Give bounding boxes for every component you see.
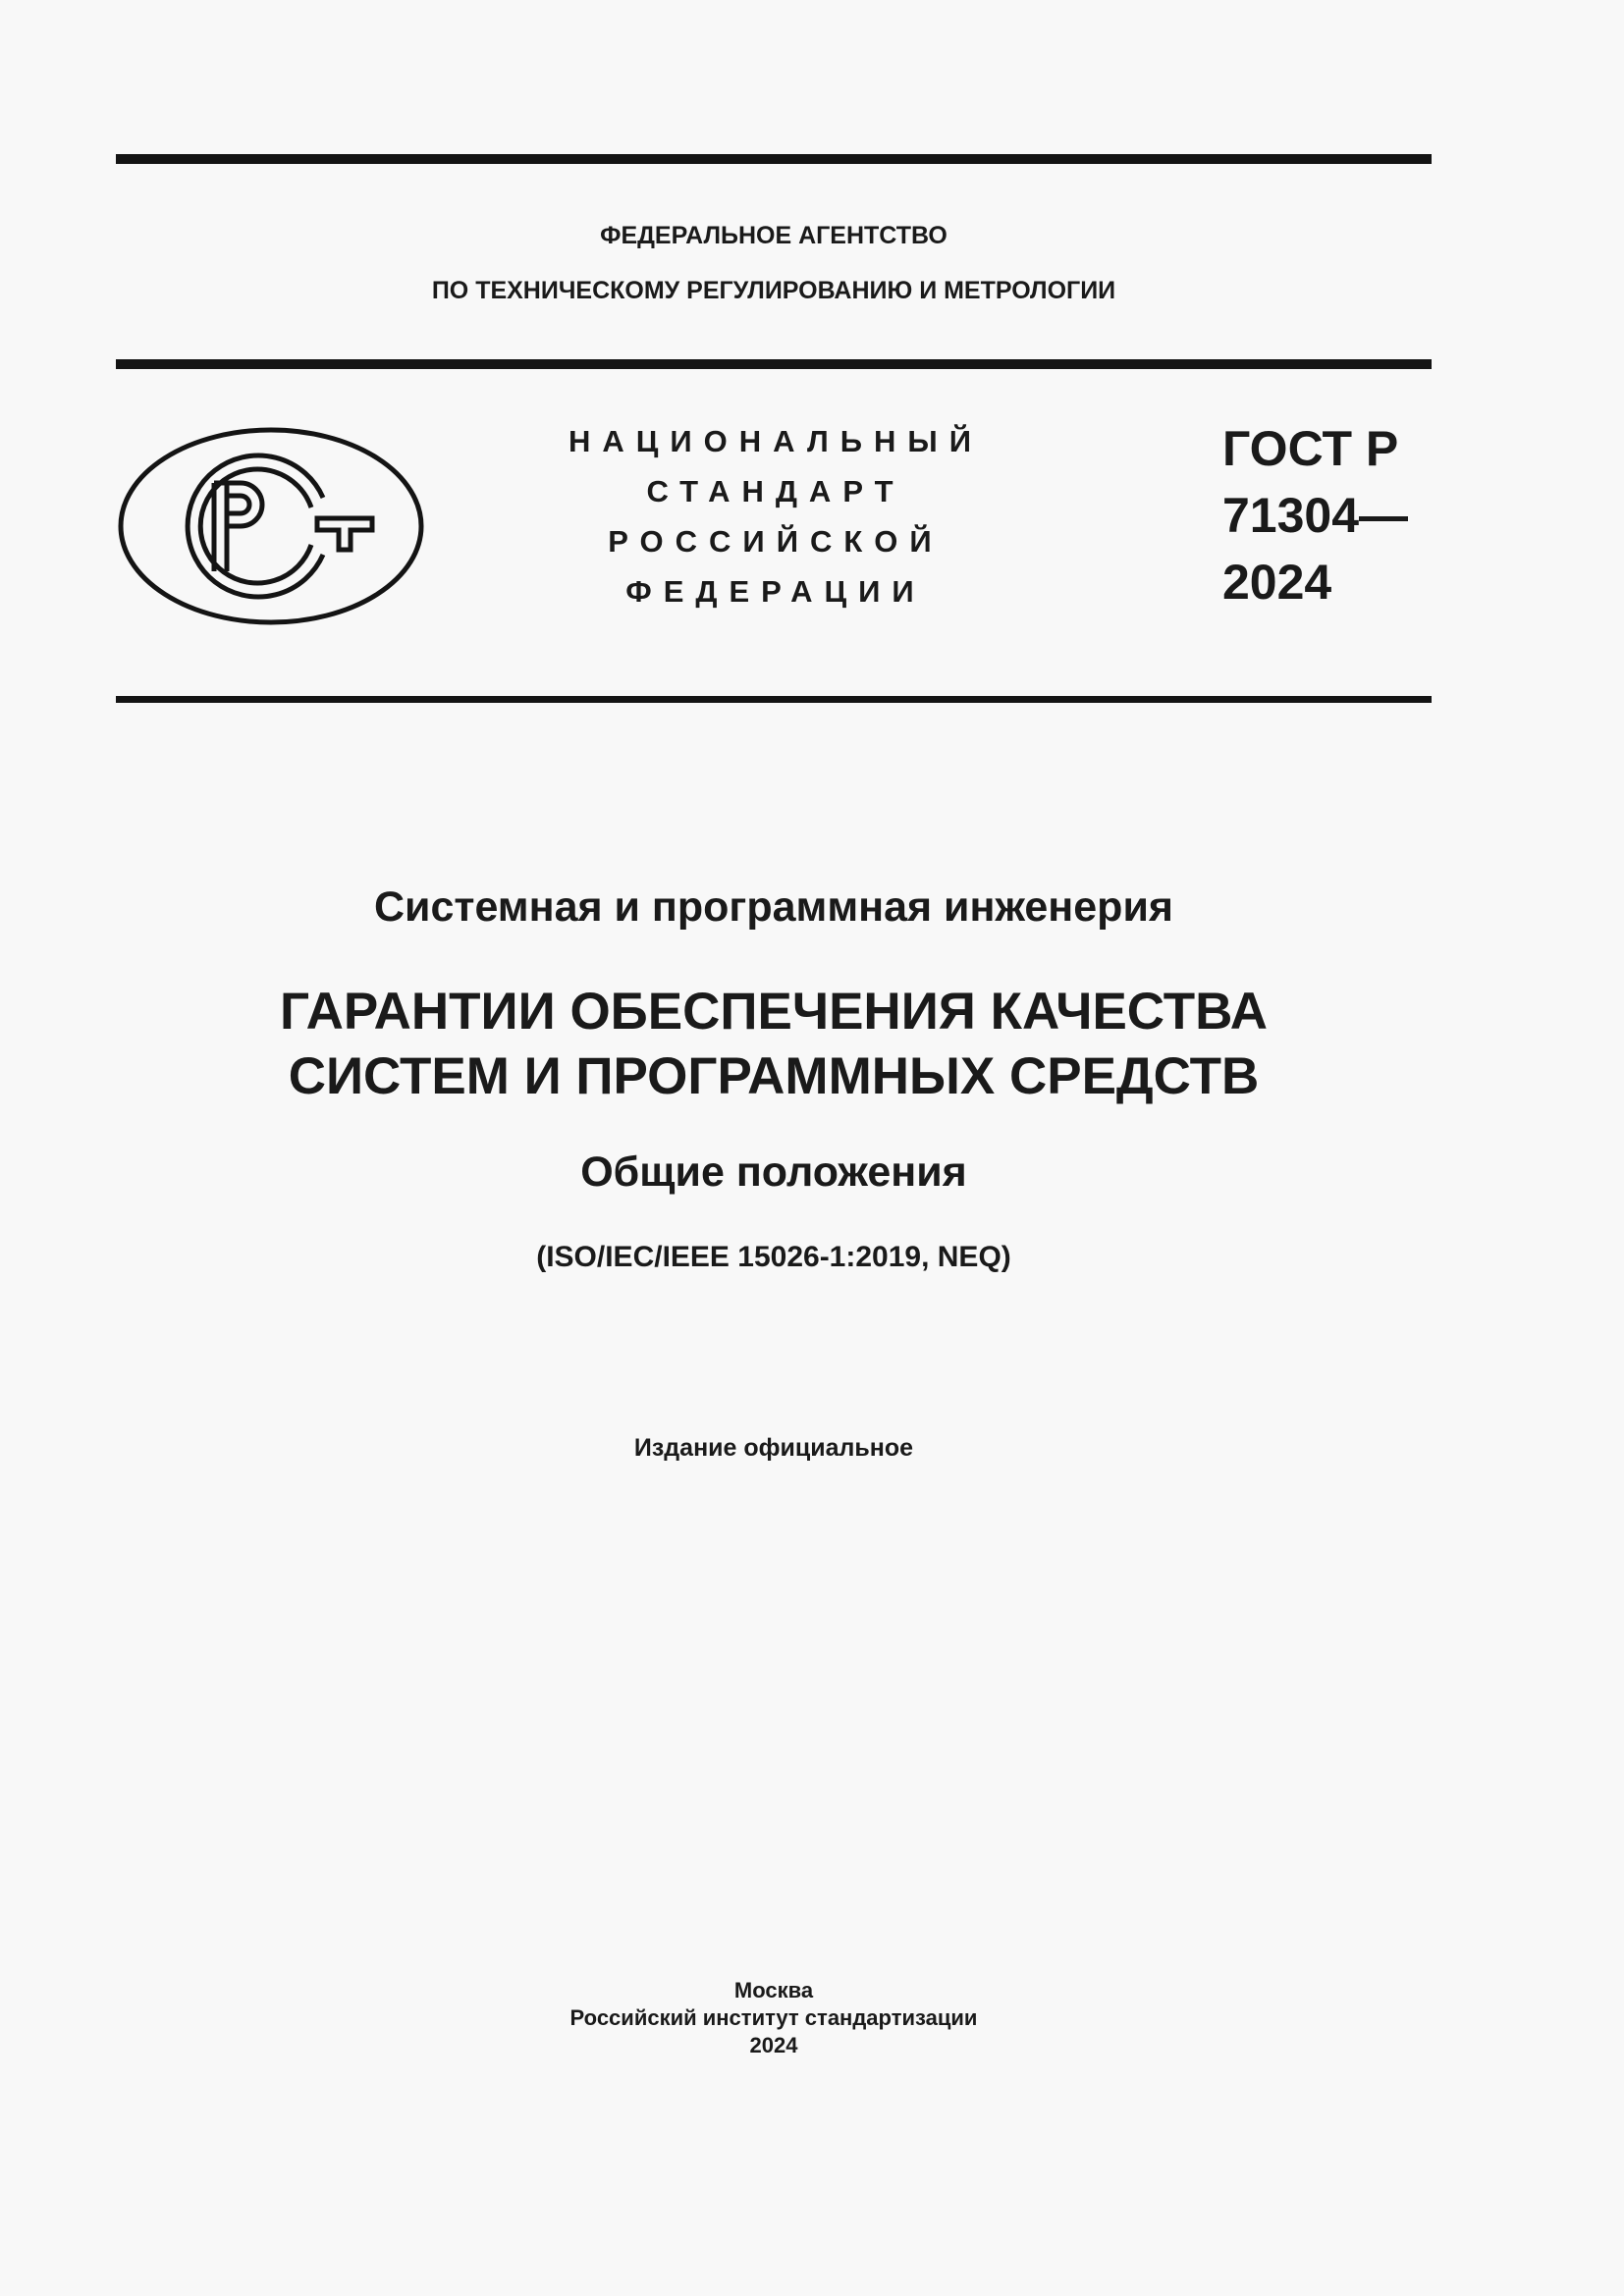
designation-line-3: 2024	[1222, 555, 1332, 610]
national-standard-line-2: СТАНДАРТ	[646, 474, 905, 508]
rst-certification-mark-icon	[115, 424, 427, 628]
national-standard-line-4: ФЕДЕРАЦИИ	[625, 574, 926, 609]
designation-line-2: 71304—	[1222, 488, 1409, 543]
publisher-city: Москва	[733, 1978, 814, 2002]
designation-line-1: ГОСТ Р	[1222, 421, 1399, 476]
agency-line-2: ПО ТЕХНИЧЕСКОМУ РЕГУЛИРОВАНИЮ И МЕТРОЛОГИИ	[431, 277, 1116, 304]
section-rule	[116, 696, 1432, 703]
reference-standard: (ISO/IEC/IEEE 15026-1:2019, NEQ)	[536, 1241, 1011, 1273]
publication-year: 2024	[749, 2033, 798, 2057]
series-title: Системная и программная инженерия	[374, 883, 1173, 931]
subtitle: Общие положения	[580, 1148, 967, 1196]
publisher-name: Российский институт стандартизации	[569, 2005, 978, 2030]
top-rule	[116, 154, 1432, 164]
edition-note: Издание официальное	[633, 1434, 914, 1462]
main-title-line-2: СИСТЕМ И ПРОГРАММНЫХ СРЕДСТВ	[288, 1047, 1260, 1105]
national-standard-line-3: РОССИЙСКОЙ	[608, 524, 944, 559]
main-title-line-1: ГАРАНТИИ ОБЕСПЕЧЕНИЯ КАЧЕСТВА	[279, 983, 1269, 1041]
national-standard-line-1: НАЦИОНАЛЬНЫЙ	[568, 424, 984, 458]
header-rule	[116, 359, 1432, 369]
agency-line-1: ФЕДЕРАЛЬНОЕ АГЕНТСТВО	[600, 222, 947, 249]
